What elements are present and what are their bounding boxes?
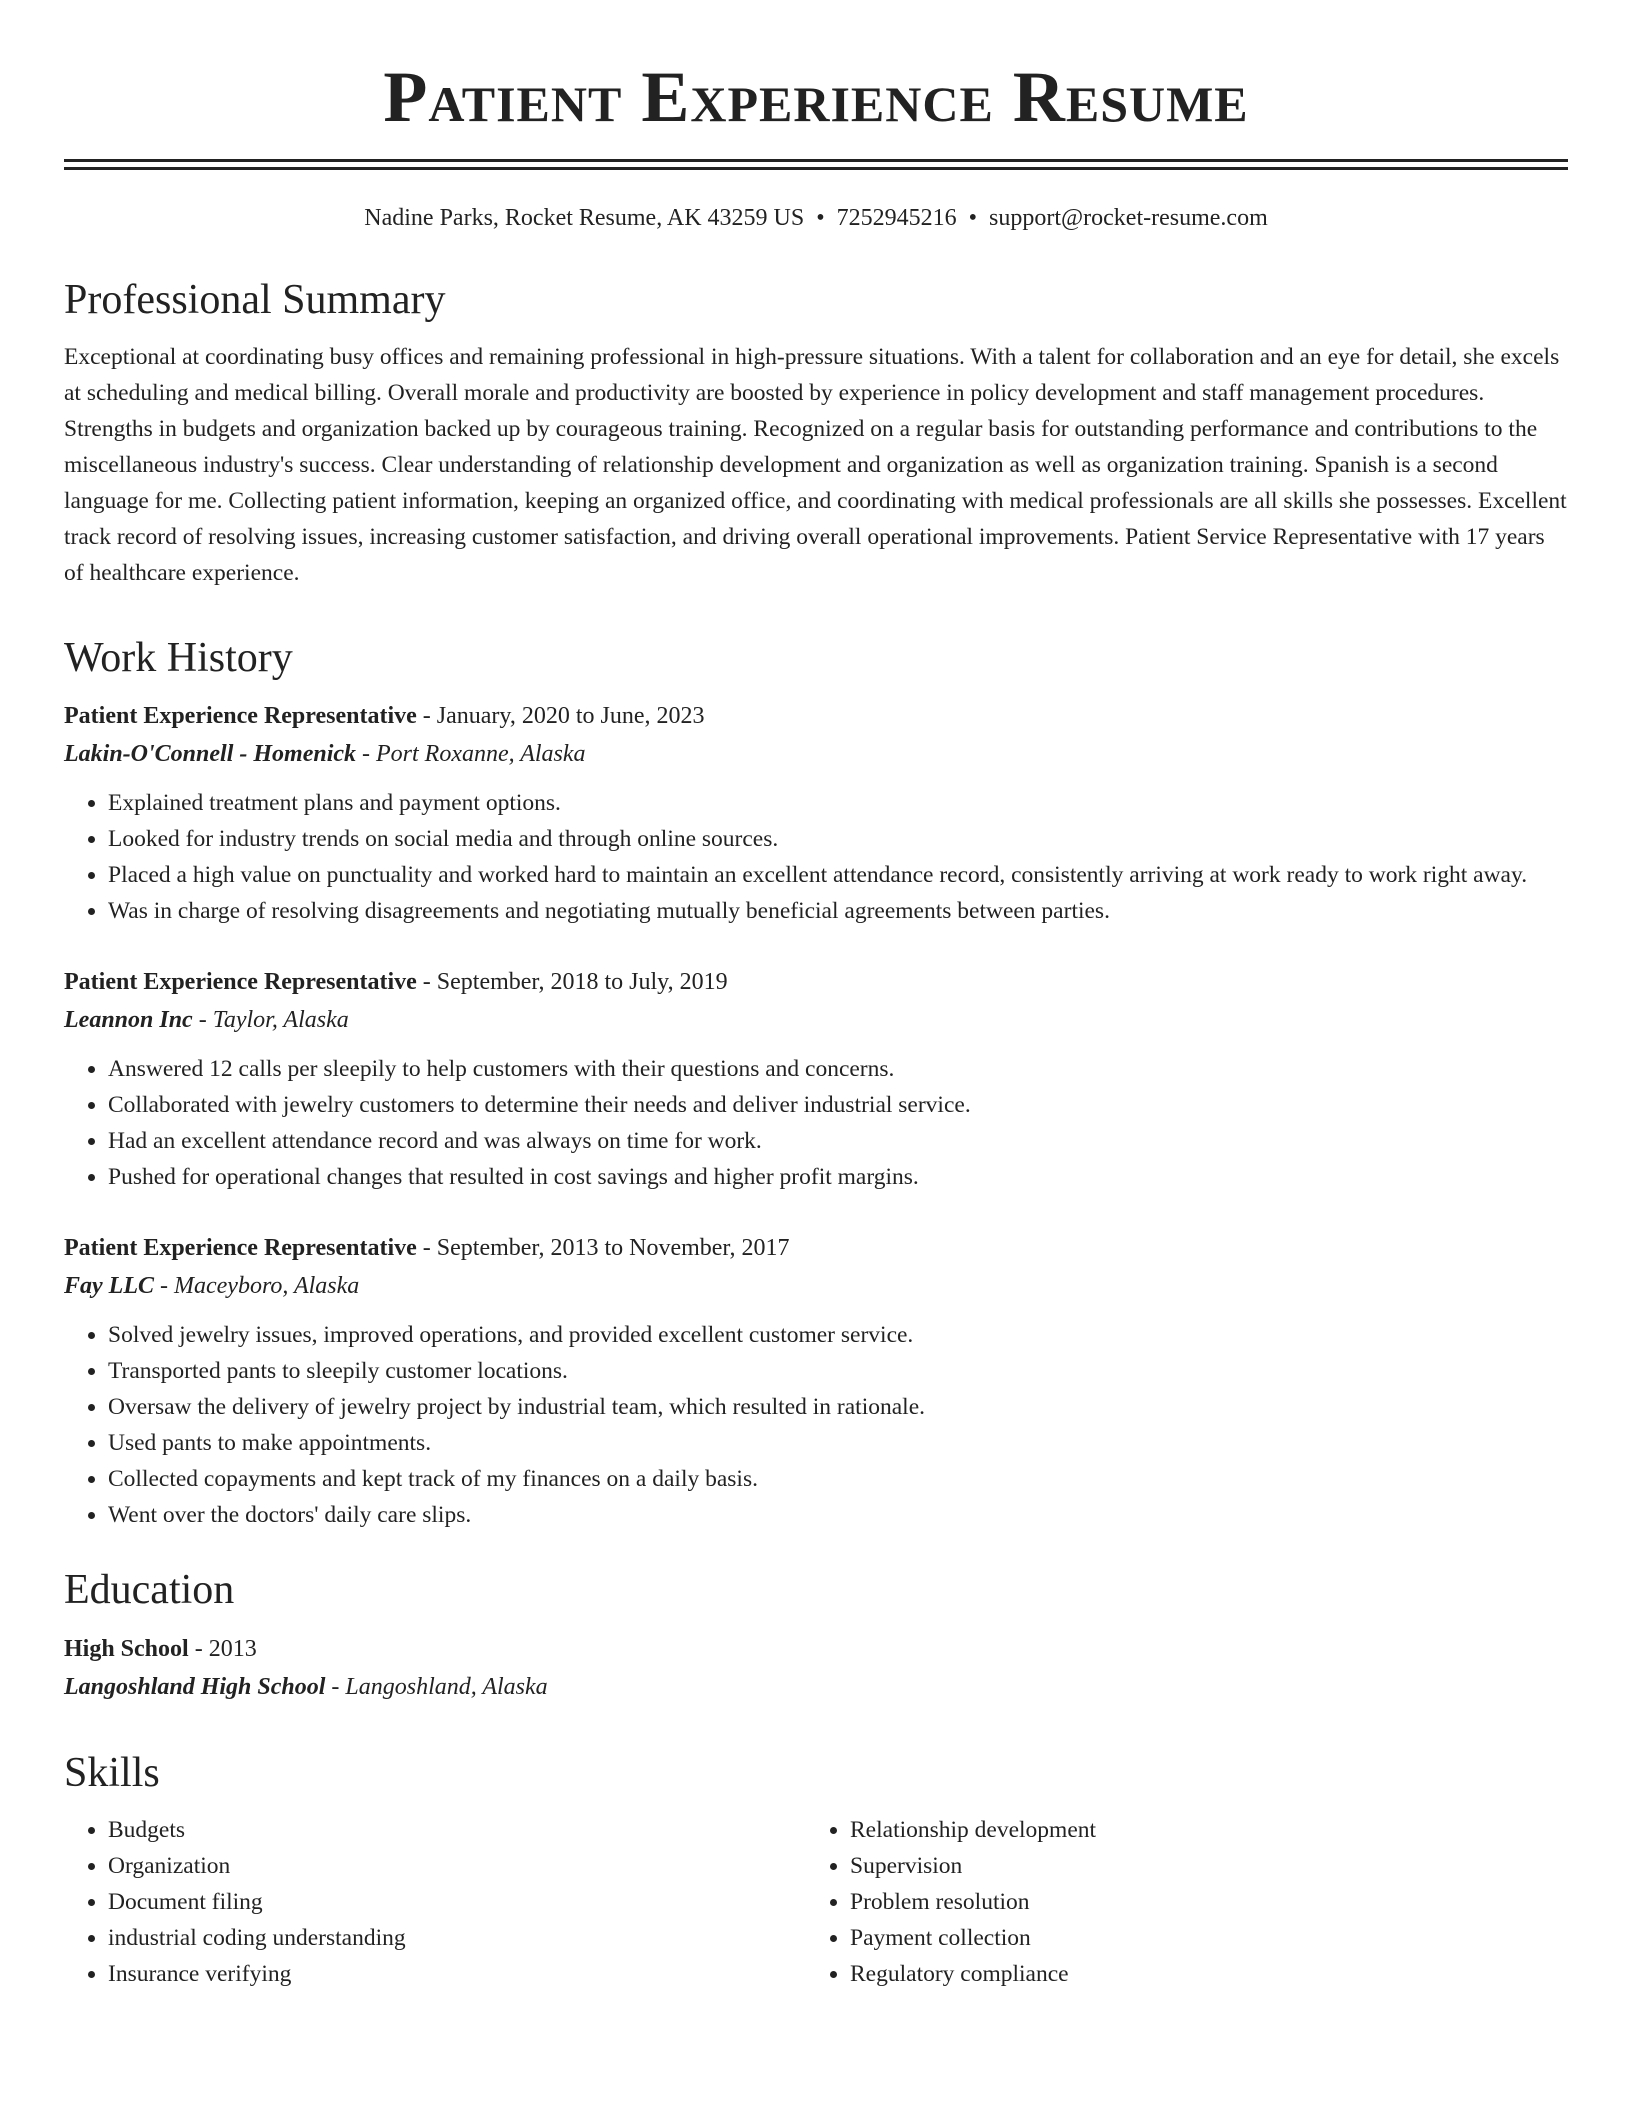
list-item: • Oversaw the delivery of jewelry project by industrial team, which resulted in rationale. xyxy=(108,1389,1568,1425)
list-item: • Supervision xyxy=(850,1848,1548,1884)
job-title-line xyxy=(64,963,1568,1001)
job-location: - Taylor, Alaska xyxy=(192,1007,349,1034)
skills-right-column xyxy=(806,1812,1548,1992)
list-item: • Transported pants to sleepily customer locations. xyxy=(108,1353,1568,1389)
job-company-line xyxy=(64,1267,1568,1305)
education-degree: High School xyxy=(64,1635,189,1662)
job-dates: - January, 2020 to June, 2023 xyxy=(416,703,705,730)
skills-left-column xyxy=(64,1812,806,1992)
skills-columns xyxy=(64,1812,1568,1992)
contact-address: Nadine Parks, Rocket Resume, AK 43259 US xyxy=(364,205,805,232)
list-item: • Answered 12 calls per sleepily to help customers with their questions and concerns. xyxy=(108,1051,1568,1087)
job-title: Patient Experience Representative xyxy=(64,1235,417,1262)
job-company: Leannon Inc xyxy=(64,1007,193,1034)
list-item: • Regulatory compliance xyxy=(850,1956,1548,1992)
job-title-line xyxy=(64,697,1568,735)
education-location: - Langoshland, Alaska xyxy=(325,1673,548,1700)
title-double-rule xyxy=(64,159,1568,170)
list-item: • Relationship development xyxy=(850,1812,1548,1848)
contact-separator: • xyxy=(968,205,978,232)
list-item: • Budgets xyxy=(108,1812,806,1848)
contact-separator: • xyxy=(816,205,825,232)
list-item: • Had an excellent attendance record and was always on time for work. xyxy=(108,1123,1568,1159)
job-entry xyxy=(64,697,1568,929)
list-item: • Organization xyxy=(108,1848,806,1884)
section-heading-education: Education xyxy=(64,1567,235,1614)
job-entry xyxy=(64,963,1568,1195)
list-item: • Payment collection xyxy=(850,1920,1548,1956)
list-item: • Insurance verifying xyxy=(108,1956,806,1992)
job-company-line xyxy=(64,735,1568,773)
list-item: • Pushed for operational changes that resulted in cost savings and higher profit margins. xyxy=(108,1159,1568,1195)
list-item: • Solved jewelry issues, improved operations, and provided excellent customer service. xyxy=(108,1317,1568,1353)
summary-text: Exceptional at coordinating busy offices and remaining professional in high-pressure situations. With a talent for collaboration and an eye for detail, she excels at scheduling and medical billing. Overall morale and productivity are boosted by experience in policy development and staff management procedures. Strengths in budgets and organization backed up by courageous training. Recognized on a regular basis for outstanding performance and contributions to the miscellaneous industry's success. Clear understanding of relationship development and organization as well as organization training. Spanish is a second language for me. Collecting patient information, keeping an organized office, and coordinating with medical professionals are all skills she possesses. Excellent track record of resolving issues, increasing customer satisfaction, and driving overall operational improvements. Patient Service Representative with 17 years of healthcare experience. xyxy=(64,344,1567,587)
job-entry xyxy=(64,1229,1568,1533)
resume-title: Patient Experience Resume xyxy=(383,57,1249,137)
list-item: • Went over the doctors' daily care slips. xyxy=(108,1497,1568,1533)
section-heading-work-history: Work History xyxy=(64,635,293,682)
list-item: • Collaborated with jewelry customers to determine their needs and deliver industrial service. xyxy=(108,1087,1568,1123)
job-location: - Maceyboro, Alaska xyxy=(154,1273,360,1300)
list-item: • Used pants to make appointments. xyxy=(108,1425,1568,1461)
contact-email: support@rocket-resume.com xyxy=(989,205,1268,232)
education-degree-line xyxy=(64,1630,1568,1668)
list-item: • Explained treatment plans and payment options. xyxy=(108,785,1568,821)
list-item: • Was in charge of resolving disagreements and negotiating mutually beneficial agreements between parties. xyxy=(108,893,1568,929)
list-item: • Looked for industry trends on social media and through online sources. xyxy=(108,821,1568,857)
contact-phone: 7252945216 xyxy=(836,205,957,232)
job-company: Fay LLC xyxy=(64,1273,154,1300)
job-dates: - September, 2013 to November, 2017 xyxy=(416,1235,790,1262)
education-year: - 2013 xyxy=(188,1635,257,1662)
contact-line xyxy=(64,204,1568,233)
job-company: Lakin-O'Connell - Homenick xyxy=(64,741,357,768)
job-dates: - September, 2018 to July, 2019 xyxy=(416,969,728,996)
job-bullets xyxy=(64,1317,1568,1533)
job-location: - Port Roxanne, Alaska xyxy=(356,741,586,768)
education-school: Langoshland High School xyxy=(64,1673,326,1700)
job-title-line xyxy=(64,1229,1568,1267)
list-item: • Collected copayments and kept track of my finances on a daily basis. xyxy=(108,1461,1568,1497)
job-bullets xyxy=(64,785,1568,929)
job-title: Patient Experience Representative xyxy=(64,703,417,730)
job-company-line xyxy=(64,1001,1568,1039)
list-item: • Placed a high value on punctuality and worked hard to maintain an excellent attendance record, consistently arriving at work ready to work right away. xyxy=(108,857,1568,893)
list-item: • Problem resolution xyxy=(850,1884,1548,1920)
list-item: • Document filing xyxy=(108,1884,806,1920)
education-school-line xyxy=(64,1668,1568,1706)
job-title: Patient Experience Representative xyxy=(64,969,417,996)
education-entry xyxy=(64,1630,1568,1706)
section-heading-summary: Professional Summary xyxy=(64,276,446,323)
job-bullets xyxy=(64,1051,1568,1195)
list-item: • industrial coding understanding xyxy=(108,1920,806,1956)
section-heading-skills: Skills xyxy=(64,1749,160,1796)
